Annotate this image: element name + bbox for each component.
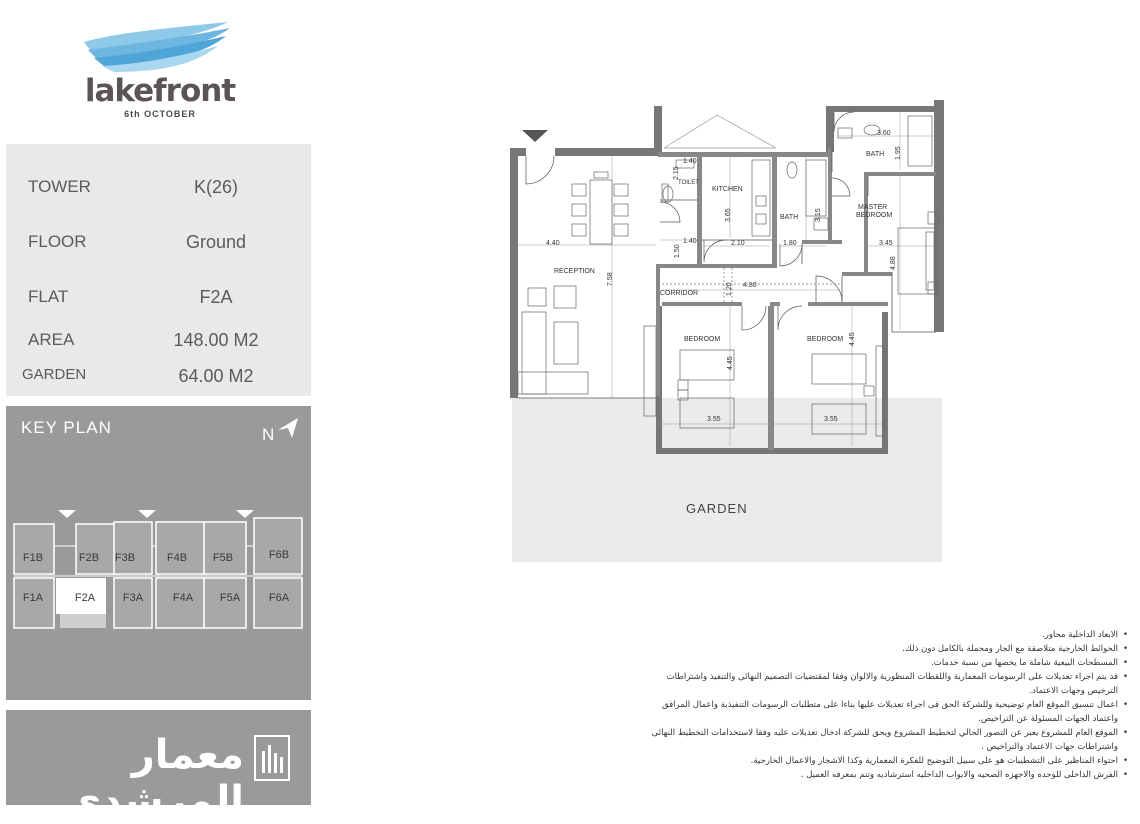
dimension-label: 4.45 — [727, 356, 734, 370]
dimension-label: 3.55 — [707, 416, 721, 423]
room-master-bedroom-line1: MASTER — [858, 204, 888, 211]
info-label: AREA — [28, 330, 75, 349]
room-kitchen: KITCHEN — [712, 186, 743, 193]
dimension-label: 1.95 — [895, 146, 902, 160]
key-plan-title: KEY PLAN — [21, 418, 112, 437]
key-plan-unit-f5a: F5A — [219, 592, 241, 604]
key-plan-unit-f3a: F3A — [122, 592, 144, 604]
room-garden: GARDEN — [686, 501, 748, 516]
info-label: GARDEN — [22, 366, 87, 383]
dimension-label: 3.60 — [877, 130, 891, 137]
brand-name: lakefront — [84, 73, 236, 109]
note-item: • اعمال تنسيق الموقع العام توضيحية وللشركة الحق فى اجراء تعديلات عليها بناءا على متطلبات الرسومات التنفيذية واعمال المرافق واعتماد الجهات المسئولة عن التراخيص. — [640, 698, 1128, 726]
dimension-label: 3.15 — [815, 208, 822, 222]
garden-area — [512, 398, 942, 562]
info-value: K(26) — [193, 177, 238, 197]
dimension-label: 4.45 — [849, 332, 856, 346]
dimension-label: 3.45 — [879, 240, 893, 247]
north-label: N — [262, 425, 275, 444]
note-item: • احتواء المناظير على التشطيبات هو على سبيل التوضيح للفكرة المعمارية وكذا الاشجار والاعمال الخارجية. — [640, 754, 1128, 768]
room-bedroom-2: BEDROOM — [807, 336, 844, 343]
entrance-marker-icon — [522, 130, 548, 142]
room-reception: RECEPTION — [554, 268, 595, 275]
room-corridor: CORRIDOR — [660, 290, 699, 297]
note-item: • الابعاد الداخلية محاور. — [640, 628, 1128, 642]
dimension-label: 1.40 — [683, 158, 697, 165]
dimension-label: 1.20 — [726, 282, 733, 296]
key-plan-unit-f1b: F1B — [22, 552, 44, 564]
note-item: • الموقع العام للمشروع يعبر عن التصور الحالي لتخطيط المشروع ويحق للشركة ادخال تعديلات عليه وفقا لاستخدامات التخطيط النهائى واشتراطات جهات الاعتماد والتراخيص . — [640, 726, 1128, 754]
room-master-bedroom-line2: BEDROOM — [856, 212, 893, 219]
info-label: FLOOR — [28, 232, 87, 251]
dimension-label: 4.40 — [546, 240, 560, 247]
info-label: FLAT — [28, 287, 69, 306]
brand-location: 6th OCTOBER — [124, 109, 196, 119]
room-bath-master: BATH — [866, 151, 885, 158]
note-item: • الفرش الداخلى للوحده والاجهزه الصحيه والابواب الداخليه استرشاديه وتتم بمعرفه العميل . — [640, 768, 1128, 782]
dimension-label: 2.15 — [673, 166, 680, 180]
developer-name: معمار المرشدى — [64, 732, 244, 824]
dimension-label: 3.65 — [725, 208, 732, 222]
info-value: F2A — [199, 287, 233, 307]
key-plan-unit-f4b: F4B — [166, 552, 188, 564]
dimension-label: 1.50 — [674, 244, 681, 258]
info-value: 64.00 M2 — [178, 366, 254, 386]
note-item: • قد يتم اجراء تعديلات على الرسومات المعمارية واللقطات المنظورية والالوان وفقا لمقتضيات التصميم النهائى والتنفيذ واشتراطات الترخيص وجهات الاعتماد. — [640, 670, 1128, 698]
key-plan-unit-f6b: F6B — [268, 549, 290, 561]
key-plan-unit-f4a: F4A — [172, 592, 194, 604]
key-plan-unit-f5b: F5B — [212, 552, 234, 564]
room-toilet: TOILET — [678, 180, 699, 186]
dimension-label: 7.58 — [607, 272, 614, 286]
key-plan-unit-f2b: F2B — [78, 552, 100, 564]
dimension-label: 1.80 — [783, 240, 797, 247]
room-bath-small: BATH — [780, 214, 799, 221]
room-bedroom-1: BEDROOM — [684, 336, 721, 343]
disclaimer-notes — [640, 628, 1128, 782]
info-value: Ground — [185, 232, 247, 252]
key-plan-unit-f2a: F2A — [74, 592, 96, 604]
info-value: 148.00 M2 — [173, 330, 259, 350]
key-plan-unit-f3b: F3B — [114, 552, 136, 564]
dimension-label: 2.10 — [731, 240, 745, 247]
key-plan-unit-f1a: F1A — [22, 592, 44, 604]
key-plan-unit-f6a: F6A — [268, 592, 290, 604]
note-item: • الحوائط الخارجية متلاصقة مع الجار ومحملة بالكامل دون ذلك. — [640, 642, 1128, 656]
dimension-label: 4.88 — [890, 256, 897, 270]
dimension-label: 4.80 — [743, 282, 757, 289]
dimension-label: 1.40 — [683, 238, 697, 245]
dimension-label: 3.55 — [824, 416, 838, 423]
info-label: TOWER — [28, 177, 91, 196]
note-item: • المسطحات البيعية شاملة ما يخصها من نسبة خدمات. — [640, 656, 1128, 670]
